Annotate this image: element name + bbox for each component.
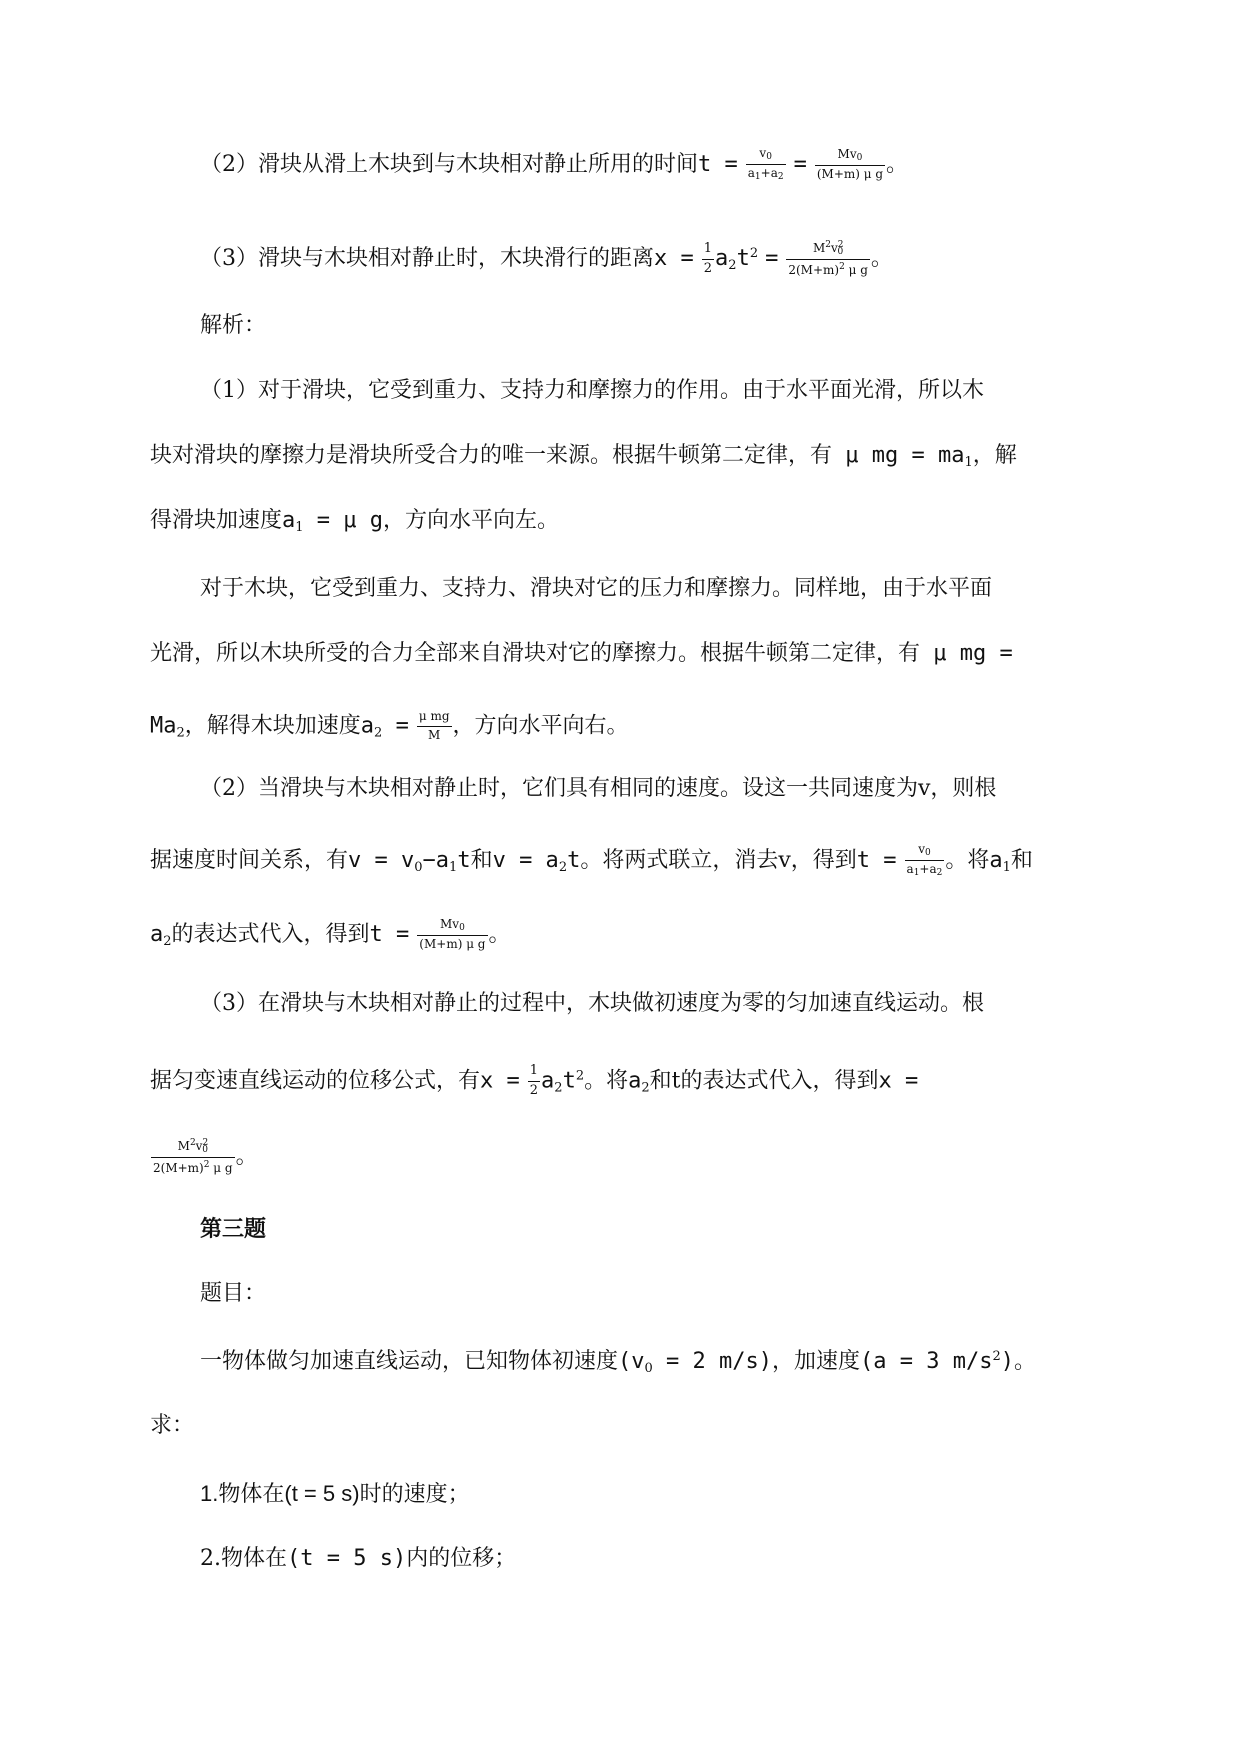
question-item-2: 2.物体在(t = 5 s)内的位移；	[200, 1546, 517, 1571]
analysis-p2-line2: 光滑，所以木块所受的合力全部来自滑块对它的摩擦力。根据牛顿第二定律，有 μ mg =	[150, 641, 1013, 666]
fraction: $\frac{M^2v^2_0}{2(M+m)^2 \mu g}$	[153, 1138, 233, 1176]
analysis-label: 解析：	[200, 313, 267, 338]
question-line2: 求：	[150, 1413, 195, 1438]
analysis-p3-line2: 据速度时间关系，有$v = v_0-a_1t$和$v = a_2t$。将两式联立，消去v，得到t = $\frac{v_0}{a_1+a_2}$ 。将$a_1$和	[150, 842, 1033, 879]
fraction-half: $\frac{1}{2}$	[529, 1063, 539, 1098]
equation-text: t =	[698, 151, 738, 177]
analysis-p4-line2: 据匀变速直线运动的位移公式，有x = $\frac{1}{2}$ $a_2t^2$。将$a_2$和t的表达式代入，得到x =	[150, 1063, 919, 1098]
fraction: $\frac{Mv_0}{\text{(M+m) μ g}}$	[419, 917, 486, 952]
equals-sign: =	[793, 151, 807, 177]
fraction: $\frac{v_0}{a_1+a_2}$	[747, 146, 784, 183]
question-label: 题目：	[200, 1281, 267, 1306]
question-item-1: 1.物体在(t = 5 s)时的速度；	[200, 1481, 470, 1507]
analysis-p2-line1: 对于木块，它受到重力、支持力、滑块对它的压力和摩擦力。同样地，由于水平面	[200, 576, 993, 601]
answer-text: （2）滑块从滑上木块到与木块相对静止所用的时间	[200, 151, 698, 177]
analysis-p3-line1: （2）当滑块与木块相对静止时，它们具有相同的速度。设这一共同速度为v，则根	[200, 776, 997, 801]
answer-line-2: （2）滑块从滑上木块到与木块相对静止所用的时间t = $\frac{v_0}{a_1+a_2}$ = $\frac{Mv_0}{\text{(M+m) μ g}}$ 。	[200, 146, 909, 183]
fraction: $\frac{M^2v^2_0}{2(M+m)^2 \mu g}$	[788, 240, 868, 278]
analysis-p1-line3: 得滑块加速度$a_1 = \mu$ g，方向水平向左。	[150, 508, 560, 535]
section-heading: 第三题	[200, 1216, 267, 1242]
question-line1: 一物体做匀加速直线运动，已知物体初速度($v_0 = 2$ m/s)，加速度(a = 3 $m/s^2$)。	[200, 1349, 1037, 1376]
fraction: $\frac{Mv_0}{\text{(M+m) μ g}}$	[816, 146, 884, 182]
fraction: $\frac{\text{μ mg}}{M}$	[418, 709, 450, 742]
analysis-p1-line1: （1）对于滑块，它受到重力、支持力和摩擦力的作用。由于水平面光滑，所以木	[200, 378, 984, 403]
fraction-half: $\frac{1}{2}$	[703, 240, 713, 276]
answer-line-3: （3）滑块与木块相对静止时，木块滑行的距离x = $\frac{1}{2}$ $a_2t^2$ = $\frac{M^2v^2_0}{2(M+m)^2 \mu g}$ 。	[200, 240, 893, 278]
answer-text: （3）滑块与木块相对静止时，木块滑行的距离	[200, 246, 654, 272]
analysis-p3-line3: $a_2$的表达式代入，得到t = $\frac{Mv_0}{\text{(M+m) μ g}}$ 。	[150, 917, 511, 952]
analysis-p4-line1: （3）在滑块与木块相对静止的过程中，木块做初速度为零的匀加速直线运动。根	[200, 991, 984, 1016]
analysis-p2-line3: $Ma_2$，解得木块加速度$a_2$ = $\frac{\text{μ mg}}{M}$ ，方向水平向右。	[150, 709, 629, 742]
analysis-p1-line2: 块对滑块的摩擦力是滑块所受合力的唯一来源。根据牛顿第二定律，有 μ mg = $ma_1$，解	[150, 443, 1017, 470]
analysis-p4-line3: $\frac{M^2v^2_0}{2(M+m)^2 \mu g}$ 。	[153, 1138, 258, 1176]
fraction: $\frac{v_0}{a_1+a_2}$	[906, 842, 943, 879]
